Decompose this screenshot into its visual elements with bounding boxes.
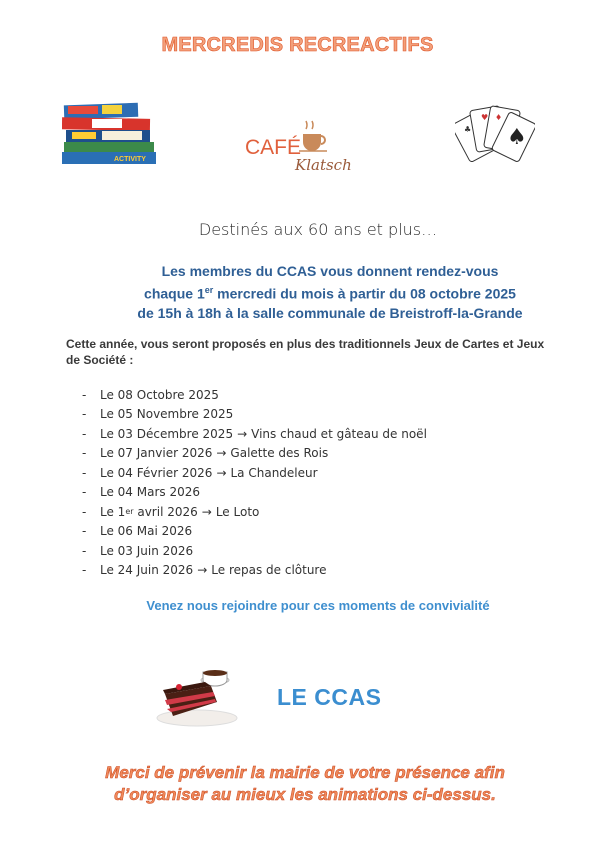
list-bullet: -	[82, 426, 87, 441]
date-list-item	[82, 561, 542, 581]
date-text: Le 05 Novembre 2025	[100, 407, 234, 422]
date-text: Le 03 Décembre 2025	[100, 426, 234, 441]
svg-text:♣: ♣	[464, 125, 472, 134]
list-bullet: -	[82, 524, 87, 539]
date-text: Le 06 Mai 2026	[100, 524, 193, 539]
invitation-line-1: Les membres du CCAS vous donnent rendez-vous	[161, 263, 499, 279]
arrow-right-icon: →	[216, 465, 227, 480]
cafe-logo-text: CAFÉ	[245, 136, 302, 159]
list-bullet: -	[82, 543, 87, 558]
invitation-line-2: chaque 1er mercredi du mois à partir du 08 octobre 2025	[144, 285, 516, 302]
invitation-text	[0, 262, 595, 323]
intro-paragraph: Cette année, vous seront proposés en plus des traditionnels Jeux de Cartes et Jeux de Société :	[66, 337, 545, 367]
date-text: Le 08 Octobre 2025	[100, 387, 219, 402]
date-text: Le 24 Juin 2026	[100, 563, 194, 578]
date-list-item	[82, 385, 542, 405]
event-description: Le repas de clôture	[211, 563, 327, 578]
cake-image	[155, 668, 241, 728]
invitation-line-3: de 15h à 18h à la salle communale de Breistroff-la-Grande	[137, 304, 523, 321]
list-bullet: -	[82, 387, 87, 402]
list-bullet: -	[82, 485, 87, 500]
date-text: Le 04 Mars 2026	[100, 485, 201, 500]
date-text: Le 04 Février 2026	[100, 465, 213, 480]
list-bullet: -	[82, 465, 87, 480]
date-text: Le 1	[100, 504, 126, 519]
date-text: Le 07 Janvier 2026	[100, 446, 213, 461]
date-list-item	[82, 483, 542, 503]
dates-list	[82, 385, 542, 580]
list-bullet: -	[82, 563, 87, 578]
arrow-right-icon: →	[201, 504, 212, 519]
event-description: Galette des Rois	[230, 446, 329, 461]
date-list-item	[82, 424, 542, 444]
audience-subtitle: Destinés aux 60 ans et plus…	[198, 220, 438, 239]
date-list-item	[82, 522, 542, 542]
join-us-text: Venez nous rejoindre pour ces moments de convivialité	[146, 598, 490, 613]
arrow-right-icon: →	[237, 426, 248, 441]
svg-text:♠: ♠	[507, 125, 527, 150]
games-box-label: ACTIVITY	[114, 156, 146, 163]
list-bullet: -	[82, 407, 87, 422]
notice-text	[0, 762, 595, 806]
board-games-image	[62, 100, 158, 166]
date-list-item	[82, 541, 542, 561]
event-description: La Chandeleur	[230, 465, 318, 480]
date-list-item	[82, 444, 542, 464]
date-text-rest: avril 2026	[133, 504, 198, 519]
page-title: MERCREDIS RECREACTIFS	[161, 34, 434, 56]
notice-line-1: Merci de prévenir la mairie de votre présence afin	[105, 763, 505, 782]
ccas-signature: LE CCAS	[277, 684, 382, 710]
event-description: Le Loto	[215, 504, 260, 519]
arrow-right-icon: →	[216, 446, 227, 461]
klatsch-logo-text: Klatsch	[295, 156, 352, 174]
date-ordinal: er	[125, 507, 134, 517]
event-description: Vins chaud et gâteau de noël	[251, 426, 427, 441]
list-bullet: -	[82, 504, 87, 519]
date-list-item	[82, 502, 542, 522]
cafe-klatsch-logo	[243, 120, 368, 180]
notice-line-2: d’organiser au mieux les animations ci-dessus.	[114, 785, 496, 804]
date-list-item	[82, 463, 542, 483]
date-list-item	[82, 405, 542, 425]
date-text: Le 03 Juin 2026	[100, 543, 194, 558]
list-bullet: -	[82, 446, 87, 461]
svg-text:♥: ♥	[481, 113, 489, 122]
playing-cards-image	[455, 100, 535, 180]
arrow-right-icon: →	[197, 563, 208, 578]
svg-text:♦: ♦	[495, 113, 503, 122]
